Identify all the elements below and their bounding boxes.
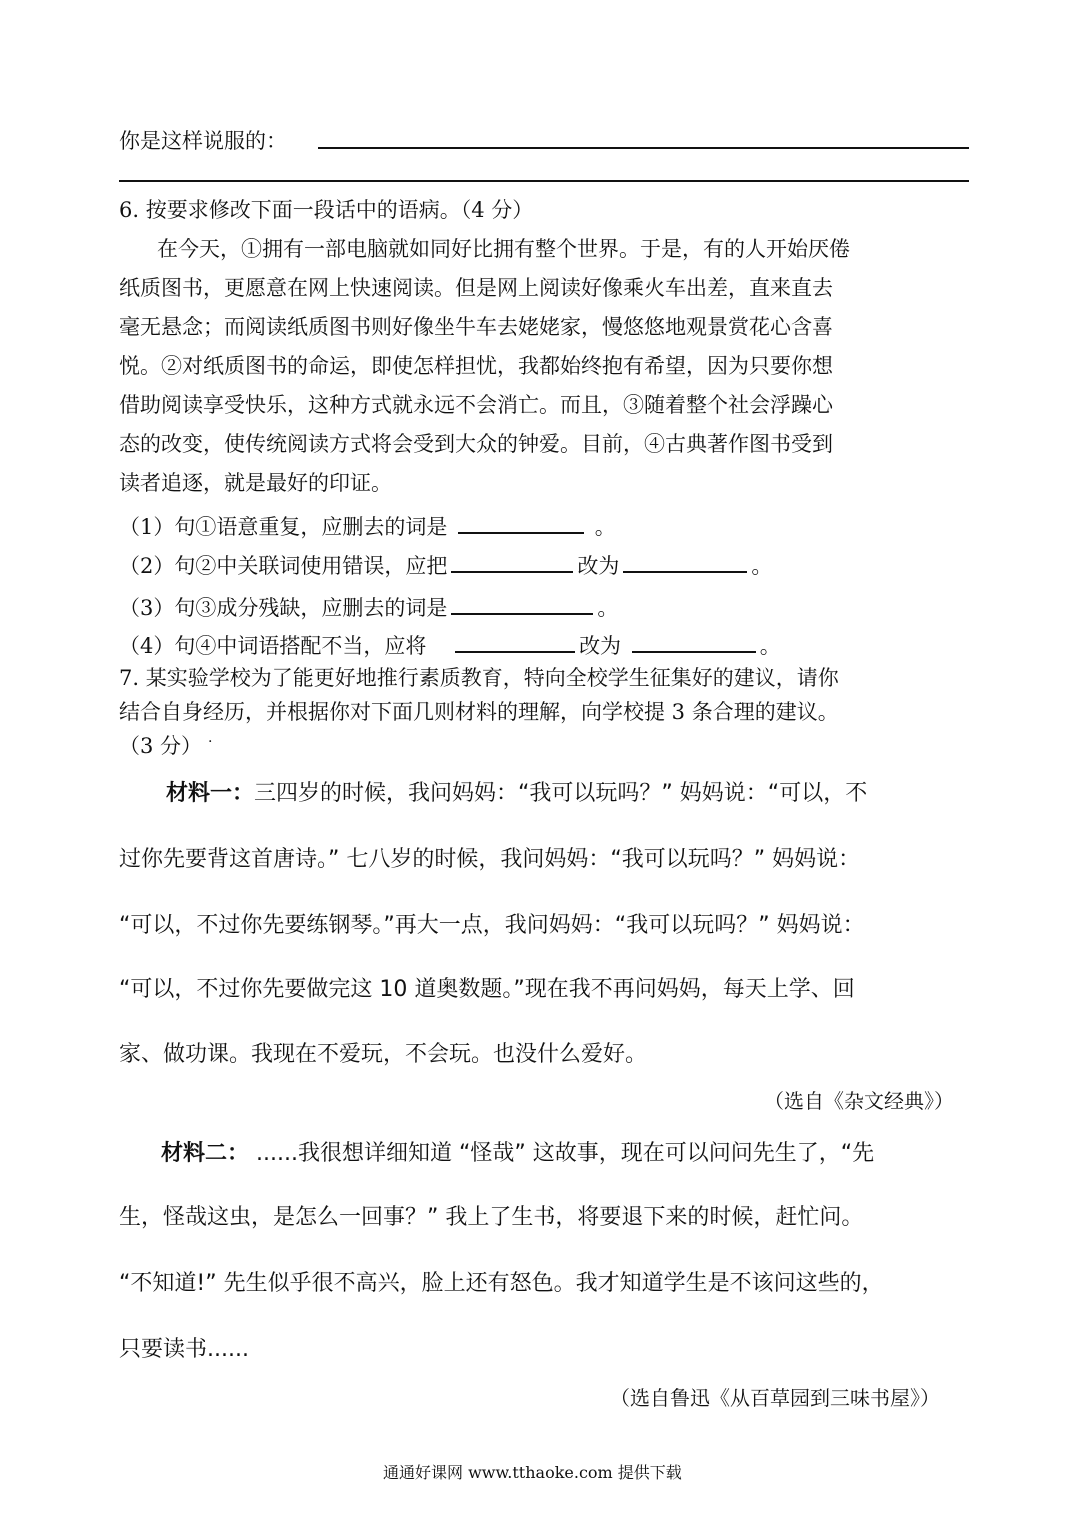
- blank-2a[interactable]: [451, 551, 573, 573]
- material1-label: 材料一：: [166, 781, 255, 806]
- material2-line: “不知道!” 先生似乎很不高兴，脸上还有怒色。我才知道学生是不该问这些的，: [119, 1271, 884, 1296]
- material1-line: “可以，不过你先要练钢琴。”再大一点，我问妈妈：“我可以玩吗？” 妈妈说：: [119, 913, 865, 938]
- q7-line: 结合自身经历，并根据你对下面几则材料的理解，向学校提 3 条合理的建议。: [119, 700, 839, 724]
- q6-line: 悦。②对纸质图书的命运，即使怎样担忧，我都始终抱有希望，因为只要你想: [119, 354, 833, 378]
- q6-line: 纸质图书，更愿意在网上快速阅读。但是网上阅读好像乘火车出差，直来直去: [119, 276, 833, 300]
- q6-sub-3: （3）句③成分残缺，应删去的词是 。: [119, 592, 618, 622]
- persuade-label: 你是这样说服的：: [119, 129, 287, 153]
- q7-line: （3 分）: [119, 734, 203, 758]
- q7-line: 7. 某实验学校为了能更好地推行素质教育，特向全校学生征集好的建议，请你: [119, 666, 839, 690]
- material2-label: 材料二：: [161, 1141, 250, 1166]
- material1-line-first: 材料一：三四岁的时候，我问妈妈：“我可以玩吗？” 妈妈说：“可以，不: [166, 781, 868, 806]
- q6-line: 读者追逐，就是最好的印证。: [119, 471, 392, 495]
- blank-2b[interactable]: [623, 551, 747, 573]
- material2-source: （选自鲁迅《从百草园到三味书屋》）: [610, 1386, 940, 1410]
- q6-line: 毫无悬念；而阅读纸质图书则好像坐牛车去姥姥家，慢悠悠地观景赏花心含喜: [119, 315, 833, 339]
- material2-line: 只要读书......: [119, 1337, 249, 1362]
- blank-4b[interactable]: [632, 631, 756, 653]
- q6-line: 态的改变，使传统阅读方式将会受到大众的钟爱。目前，④古典著作图书受到: [119, 432, 833, 456]
- q6-sub-1: （1）句①语意重复，应删去的词是 。: [119, 511, 616, 541]
- material2-line-first: 材料二： ......我很想详细知道 “怪哉” 这故事，现在可以问问先生了，“先: [161, 1141, 875, 1166]
- q6-title: 6. 按要求修改下面一段话中的语病。（4 分）: [119, 198, 534, 222]
- material1-line: 过你先要背这首唐诗。” 七八岁的时候，我问妈妈：“我可以玩吗？” 妈妈说：: [119, 847, 861, 872]
- blank-1[interactable]: [458, 512, 584, 534]
- material2-line: 生，怪哉这虫，是怎么一回事？” 我上了生书，将要退下来的时候，赶忙问。: [119, 1205, 864, 1230]
- material1-line: “可以，不过你先要做完这 10 道奥数题。”现在我不再问妈妈，每天上学、回: [119, 977, 855, 1002]
- answer-line-1: [318, 147, 969, 149]
- material1-source: （选自《杂文经典》）: [764, 1089, 954, 1113]
- blank-4a[interactable]: [455, 631, 575, 653]
- answer-line-2: [119, 180, 969, 182]
- blank-3[interactable]: [451, 593, 593, 615]
- page-footer: 通通好课网 www.tthaoke.com 提供下载: [383, 1463, 682, 1482]
- q6-line: 在今天，①拥有一部电脑就如同好比拥有整个世界。于是，有的人开始厌倦: [157, 237, 850, 261]
- q6-sub-4: （4）句④中词语搭配不当，应将 改为 。: [119, 630, 781, 660]
- q7-mark: .: [208, 730, 213, 746]
- q6-line: 借助阅读享受快乐，这种方式就永远不会消亡。而且，③随着整个社会浮躁心: [119, 393, 833, 417]
- material1-line: 家、做功课。我现在不爱玩，不会玩。也没什么爱好。: [119, 1042, 648, 1067]
- q6-sub-2: （2）句②中关联词使用错误，应把 改为 。: [119, 550, 772, 580]
